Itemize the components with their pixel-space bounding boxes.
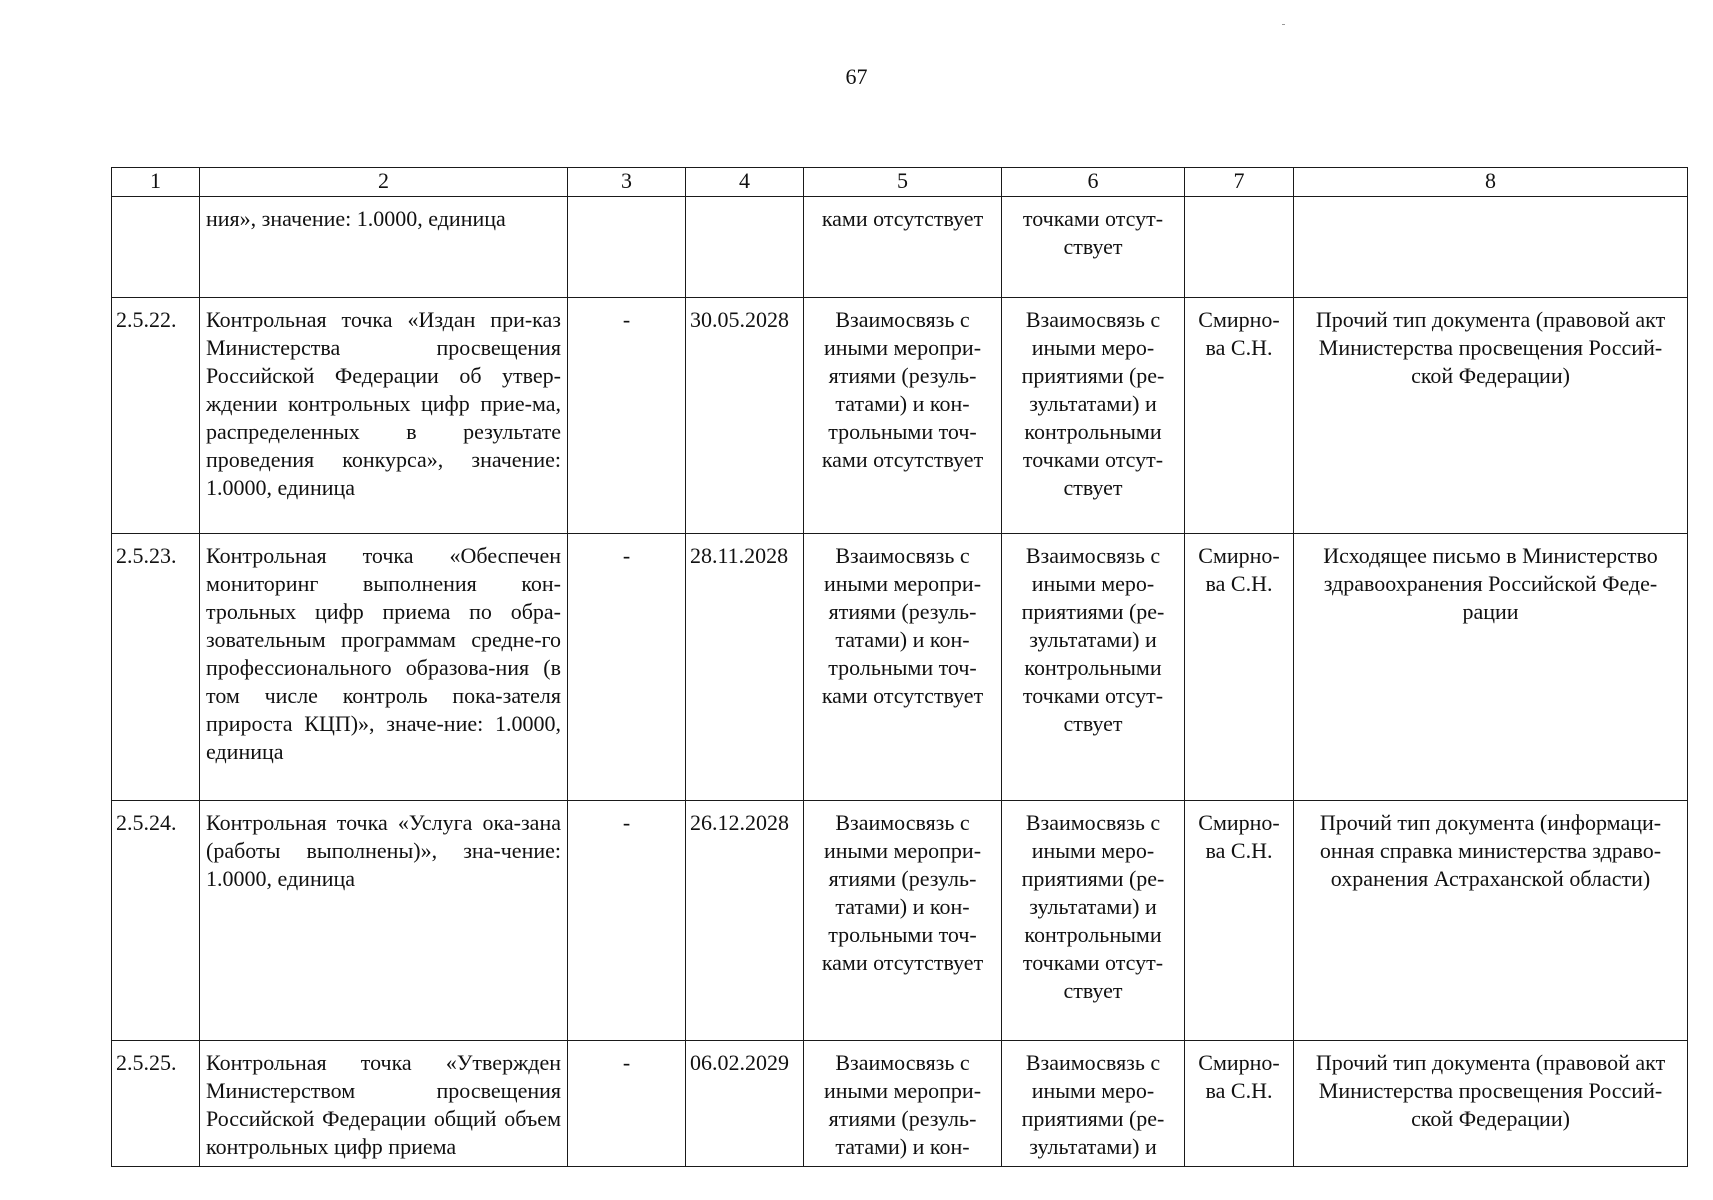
previous-links-cell: Взаимосвязь с иными меропри-ятиями (резуль-татами) и кон-трольными точ-ками отсутствует <box>804 298 1002 534</box>
next-links-cell: Взаимосвязь с иными меро-приятиями (ре-зультатами) и контрольными точками отсут-ствует <box>1002 534 1185 801</box>
document-type-cell <box>1294 197 1688 298</box>
document-type-cell: Исходящее письмо в Министерство здравоохранения Российской Феде-рации <box>1294 534 1688 801</box>
next-links-cell: Взаимосвязь с иными меро-приятиями (ре-зультатами) и контрольными точками отсут-ствует <box>1002 298 1185 534</box>
responsible-cell: Смирно-ва С.Н. <box>1185 1041 1294 1167</box>
row-number-cell <box>112 197 200 298</box>
control-points-table <box>111 167 1688 1167</box>
date-cell: 26.12.2028 <box>686 801 804 1041</box>
column-3-cell: - <box>568 801 686 1041</box>
row-number-cell: 2.5.25. <box>112 1041 200 1167</box>
responsible-cell: Смирно-ва С.Н. <box>1185 801 1294 1041</box>
column-3-cell <box>568 197 686 298</box>
responsible-cell: Смирно-ва С.Н. <box>1185 298 1294 534</box>
previous-links-cell: ками отсутствует <box>804 197 1002 298</box>
date-cell <box>686 197 804 298</box>
table-row <box>112 298 1688 534</box>
document-type-cell: Прочий тип документа (информаци-онная справка министерства здраво-охранения Астраханской области) <box>1294 801 1688 1041</box>
column-header: 7 <box>1185 168 1294 197</box>
previous-links-cell: Взаимосвязь с иными меропри-ятиями (резуль-татами) и кон-трольными точ-ками отсутствует <box>804 534 1002 801</box>
table-row <box>112 197 1688 298</box>
date-cell: 28.11.2028 <box>686 534 804 801</box>
table-row <box>112 801 1688 1041</box>
previous-links-cell: Взаимосвязь с иными меропри-ятиями (резуль-татами) и кон- <box>804 1041 1002 1167</box>
column-3-cell: - <box>568 298 686 534</box>
next-links-cell: Взаимосвязь с иными меро-приятиями (ре-зультатами) и <box>1002 1041 1185 1167</box>
control-point-name-cell: Контрольная точка «Услуга ока-зана (работы выполнены)», зна-чение: 1.0000, единица <box>200 801 568 1041</box>
date-cell: 30.05.2028 <box>686 298 804 534</box>
row-number-cell: 2.5.23. <box>112 534 200 801</box>
table-row <box>112 1041 1688 1167</box>
row-number-cell: 2.5.22. <box>112 298 200 534</box>
row-number-cell: 2.5.24. <box>112 801 200 1041</box>
column-header: 1 <box>112 168 200 197</box>
page-number: 67 <box>845 64 868 89</box>
document-type-cell: Прочий тип документа (правовой акт Министерства просвещения Россий-ской Федерации) <box>1294 298 1688 534</box>
column-header: 8 <box>1294 168 1688 197</box>
column-header: 6 <box>1002 168 1185 197</box>
responsible-cell <box>1185 197 1294 298</box>
column-3-cell: - <box>568 1041 686 1167</box>
column-3-cell: - <box>568 534 686 801</box>
previous-links-cell: Взаимосвязь с иными меропри-ятиями (резуль-татами) и кон-трольными точ-ками отсутствует <box>804 801 1002 1041</box>
next-links-cell: Взаимосвязь с иными меро-приятиями (ре-зультатами) и контрольными точками отсут-ствует <box>1002 801 1185 1041</box>
column-header: 4 <box>686 168 804 197</box>
control-point-name-cell: Контрольная точка «Издан при-каз Министерства просвещения Российской Федерации об утвер-ждении контрольных цифр прие-ма, распределенных в результате проведения конкурса», значение: 1.0000, единица <box>200 298 568 534</box>
column-header: 5 <box>804 168 1002 197</box>
next-links-cell: точками отсут-ствует <box>1002 197 1185 298</box>
document-type-cell: Прочий тип документа (правовой акт Министерства просвещения Россий-ской Федерации) <box>1294 1041 1688 1167</box>
header-row <box>112 168 1688 197</box>
control-point-name-cell: Контрольная точка «Обеспечен мониторинг выполнения кон-трольных цифр приема по обра-зовательным программам средне-го профессионального образова-ния (в том числе контроль пока-зателя прироста КЦП)», значе-ние: 1.0000, единица <box>200 534 568 801</box>
date-cell: 06.02.2029 <box>686 1041 804 1167</box>
scan-artifact <box>1282 24 1285 25</box>
table-row <box>112 534 1688 801</box>
control-point-name-cell: ния», значение: 1.0000, единица <box>200 197 568 298</box>
responsible-cell: Смирно-ва С.Н. <box>1185 534 1294 801</box>
column-header: 3 <box>568 168 686 197</box>
column-header: 2 <box>200 168 568 197</box>
control-point-name-cell: Контрольная точка «Утвержден Министерством просвещения Российской Федерации общий объем контрольных цифр приема <box>200 1041 568 1167</box>
